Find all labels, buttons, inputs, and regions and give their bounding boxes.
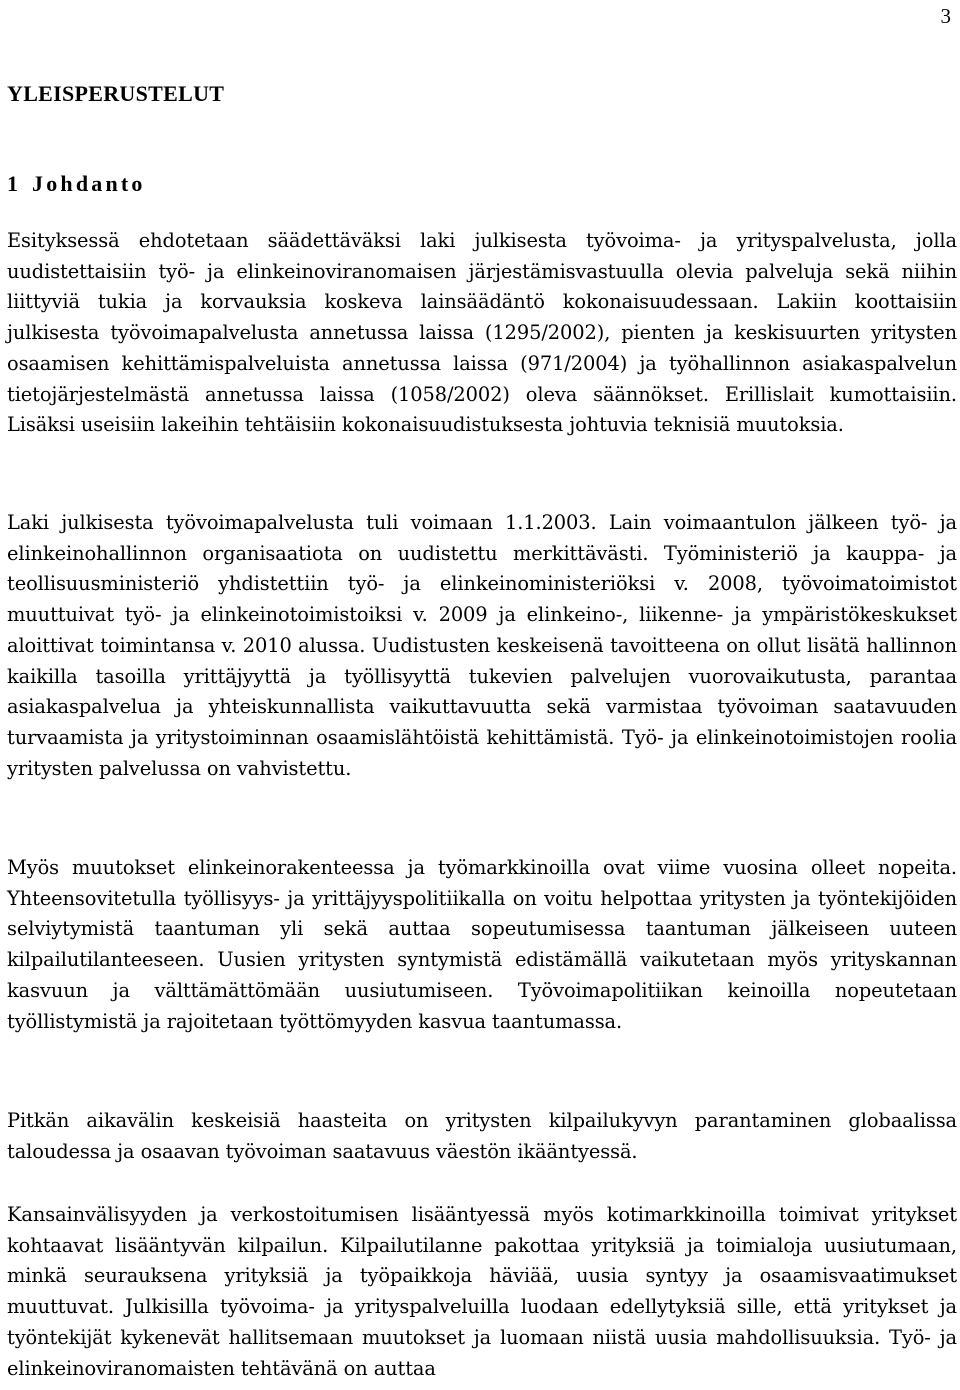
main-heading: YLEISPERUSTELUT [7, 81, 225, 106]
paragraph-text: Pitkän aikavälin keskeisiä haasteita on yritysten kilpailukyvyn parantaminen globaalissa taloudessa ja osaavan työvoiman saatavuus väestön ikääntyessä. [7, 1109, 957, 1163]
paragraph-4 [7, 1106, 957, 1167]
paragraph-text: Laki julkisesta työvoimapalvelusta tuli voimaan 1.1.2003. Lain voimaantulon jälkeen työ- ja elinkeinohallinnon organisaatiota on uudistettu merkittävästi. Työministeriö ja kauppa- ja teollisuusministeriö yhdistettiin työ- ja elinkeinoministeriöksi v. 2008, työvoimatoimistot muuttuivat työ- ja elinkeinotoimistoiksi v. 2009 ja elinkeino-, liikenne- ja ympäristökeskukset aloittivat toimintansa v. 2010 alussa. Uudistusten keskeisenä tavoitteena on ollut lisätä hallinnon kaikilla tasoilla yrittäjyyttä ja työllisyyttä tukevien palvelujen vuorovaikutusta, parantaa asiakaspalvelua ja yhteiskunnallista vaikuttavuutta sekä varmistaa työvoiman saatavuuden turvaamista ja yritystoiminnan osaamislähtöistä kehittämistä. Työ- ja elinkeinotoimistojen roolia yritysten palvelussa on vahvistettu. [7, 511, 957, 780]
section-number: 1 [7, 171, 18, 196]
paragraph-2 [7, 508, 957, 784]
page-number: 3 [940, 4, 951, 28]
paragraph-3 [7, 853, 957, 1037]
section-title: Johdanto [32, 171, 146, 196]
section-heading [7, 168, 146, 200]
paragraph-text: Kansainvälisyyden ja verkostoitumisen lisääntyessä myös kotimarkkinoilla toimivat yritykset kohtaavat lisääntyvän kilpailun. Kilpailutilanne pakottaa yrityksiä ja toimialoja uusiutumaan, minkä seurauksena yrityksiä ja työpaikkoja häviää, uusia syntyy ja osaamisvaatimukset muuttuvat. Julkisilla työvoima- ja yrityspalveluilla luodaan edellytyksiä sille, että yritykset ja työntekijät kykenevät hallitsemaan muutokset ja luomaan niistä uusia mahdollisuuksia. Työ- ja elinkeinoviranomaisten tehtävänä on auttaa [7, 1203, 957, 1380]
paragraph-text: Myös muutokset elinkeinorakenteessa ja työmarkkinoilla ovat viime vuosina olleet nopeita. Yhteensovitetulla työllisyys- ja yrittäjyyspolitiikalla on voitu helpottaa yritysten ja työntekijöiden selviytymistä taantuman yli sekä auttaa sopeutumisessa taantuman jälkeiseen uuteen kilpailutilanteeseen. Uusien yritysten syntymistä edistämällä vaikutetaan myös yrityskannan kasvuun ja välttämättömään uusiutumiseen. Työvoimapolitiikan keinoilla nopeutetaan työllistymistä ja rajoitetaan työttömyyden kasvua taantumassa. [7, 856, 957, 1033]
paragraph-1 [7, 226, 957, 441]
paragraph-text: Esityksessä ehdotetaan säädettäväksi laki julkisesta työvoima- ja yrityspalvelusta, jolla uudistettaisiin työ- ja elinkeinoviranomaisen järjestämisvastuulla olevia palveluja sekä niihin liittyviä tukia ja korvauksia koskeva lainsäädäntö kokonaisuudessaan. Lakiin koottaisiin julkisesta työvoimapalvelusta annetussa laissa (1295/2002), pienten ja keskisuurten yritysten osaamisen kehittämispalveluista annetussa laissa (971/2004) ja työhallinnon asiakaspalvelun tietojärjestelmästä annetussa laissa (1058/2002) oleva säännökset. Erillislait kumottaisiin. Lisäksi useisiin lakeihin tehtäisiin kokonaisuudistuksesta johtuvia teknisiä muutoksia. [7, 229, 957, 437]
paragraph-5 [7, 1200, 957, 1384]
